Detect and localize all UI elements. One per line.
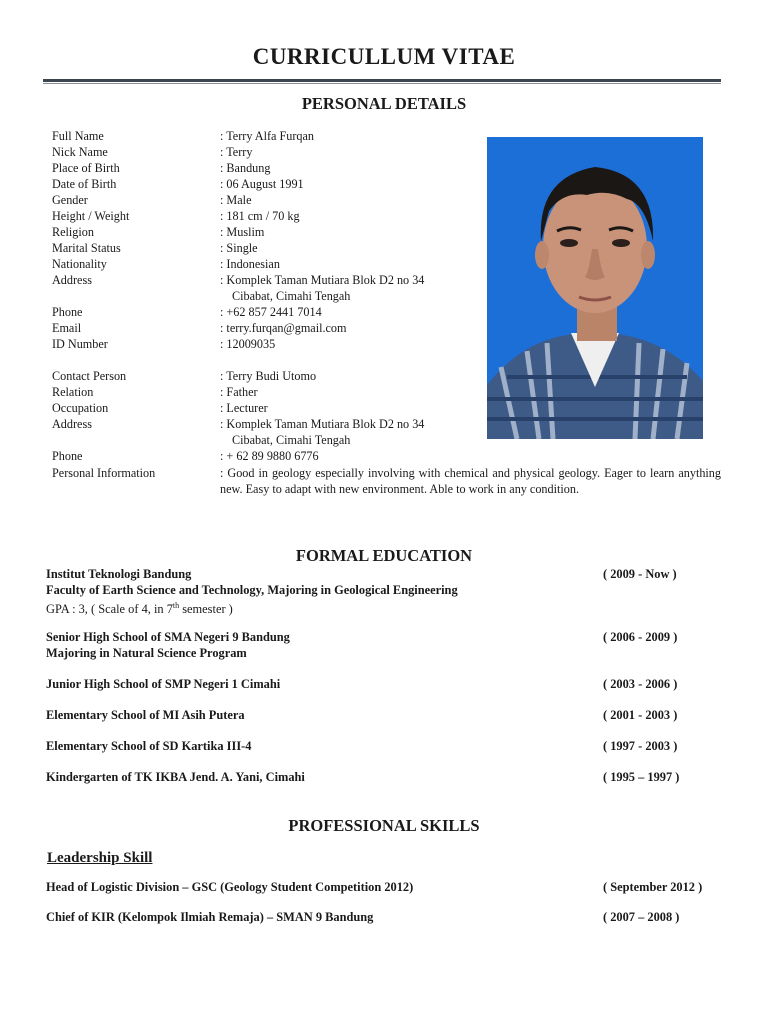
major-text: Majoring in Natural Science Program [46, 646, 247, 660]
detail-label: Date of Birth [52, 177, 117, 191]
detail-label: Full Name [52, 129, 104, 143]
skill-text: Chief of KIR (Kelompok Ilmiah Remaja) – SMAN 9 Bandung [46, 910, 374, 924]
profile-photo [487, 137, 703, 439]
gpa-text: GPA : 3, ( Scale of 4, in 7 [46, 602, 173, 617]
education-years-sd: ( 1997 - 2003 ) [603, 739, 678, 753]
personal-details-heading: PERSONAL DETAILS [301, 94, 467, 113]
education-school-itb [46, 566, 191, 582]
education-years-sma: ( 2006 - 2009 ) [603, 630, 678, 644]
education-faculty [46, 582, 458, 598]
detail-value: : Single [220, 241, 258, 255]
email-value: : terry.furqan@gmail.com [220, 321, 347, 335]
education-years-mi: ( 2001 - 2003 ) [603, 708, 678, 722]
title-divider-thin [43, 83, 721, 84]
faculty-text: Faculty of Earth Science and Technology, Majoring in Geological Engineering [46, 583, 458, 597]
gpa-superscript: th [172, 601, 180, 610]
education-gpa [46, 598, 233, 617]
detail-label: Personal Information [52, 466, 156, 480]
education-school-sma [46, 629, 290, 645]
education-years-tk: ( 1995 – 1997 ) [603, 770, 680, 784]
detail-label: Contact Person [52, 369, 127, 383]
detail-value: : Indonesian [220, 257, 280, 271]
school-name: Senior High School of SMA Negeri 9 Bandung [46, 630, 290, 644]
detail-value: : + 62 89 9880 6776 [220, 449, 319, 463]
document-title: CURRICULLUM VITAE [252, 44, 516, 69]
detail-value: : Muslim [220, 225, 265, 239]
skill-item [46, 909, 373, 925]
detail-label: Occupation [52, 401, 109, 415]
detail-label: Phone [52, 449, 83, 463]
skill-years: ( September 2012 ) [603, 880, 703, 894]
detail-value: : 12009035 [220, 337, 276, 351]
detail-label: Religion [52, 225, 94, 239]
address-continuation: Cibabat, Cimahi Tengah [232, 289, 351, 303]
professional-skills-heading: PROFESSIONAL SKILLS [288, 816, 480, 835]
detail-label: Address [52, 417, 92, 431]
detail-value: : Bandung [220, 161, 271, 175]
education-school-smp [46, 676, 280, 692]
skill-item [46, 879, 413, 895]
school-name: Junior High School of SMP Negeri 1 Cimahi [46, 677, 281, 691]
personal-info-text: : Good in geology especially involving with chemical and physical geology. Eager to learn anything new. Easy to adapt with new environment. Able to work in any condition. [220, 466, 721, 496]
detail-label: Place of Birth [52, 161, 120, 175]
address-continuation: Cibabat, Cimahi Tengah [232, 433, 351, 447]
detail-label: Email [52, 321, 82, 335]
formal-education-heading: FORMAL EDUCATION [295, 546, 473, 565]
detail-value: : +62 857 2441 7014 [220, 305, 322, 319]
school-name: Elementary School of MI Asih Putera [46, 708, 245, 722]
education-major-sma [46, 645, 247, 661]
education-years-smp: ( 2003 - 2006 ) [603, 677, 678, 691]
skill-years: ( 2007 – 2008 ) [603, 910, 680, 924]
detail-value: : 06 August 1991 [220, 177, 304, 191]
detail-value: : Terry Budi Utomo [220, 369, 317, 383]
detail-label: Nationality [52, 257, 107, 271]
detail-value: : 181 cm / 70 kg [220, 209, 300, 223]
leadership-skill-subheading: Leadership Skill [47, 850, 153, 866]
education-school-tk [46, 769, 305, 785]
detail-label: Relation [52, 385, 94, 399]
gpa-text-end: semester ) [179, 602, 233, 617]
detail-value: : Komplek Taman Mutiara Blok D2 no 34 [220, 417, 425, 431]
detail-label: Phone [52, 305, 83, 319]
detail-value: : Father [220, 385, 258, 399]
school-name: Kindergarten of TK IKBA Jend. A. Yani, Cimahi [46, 770, 305, 784]
detail-value: : Terry [220, 145, 253, 159]
detail-value: : Terry Alfa Furqan [220, 129, 315, 143]
portrait-illustration [487, 137, 703, 439]
detail-label: Address [52, 273, 92, 287]
detail-label: Height / Weight [52, 209, 130, 223]
detail-label: Gender [52, 193, 88, 207]
education-years-itb: ( 2009 - Now ) [603, 567, 677, 581]
education-school-sd [46, 738, 251, 754]
detail-value: : Male [220, 193, 252, 207]
education-school-mi [46, 707, 245, 723]
school-name: Institut Teknologi Bandung [46, 567, 192, 581]
detail-label: Nick Name [52, 145, 108, 159]
detail-value: : Lecturer [220, 401, 268, 415]
skill-text: Head of Logistic Division – GSC (Geology Student Competition 2012) [46, 880, 414, 894]
title-divider [43, 79, 721, 82]
detail-label: Marital Status [52, 241, 121, 255]
detail-label: ID Number [52, 337, 108, 351]
detail-value: : Komplek Taman Mutiara Blok D2 no 34 [220, 273, 425, 287]
school-name: Elementary School of SD Kartika III-4 [46, 739, 252, 753]
